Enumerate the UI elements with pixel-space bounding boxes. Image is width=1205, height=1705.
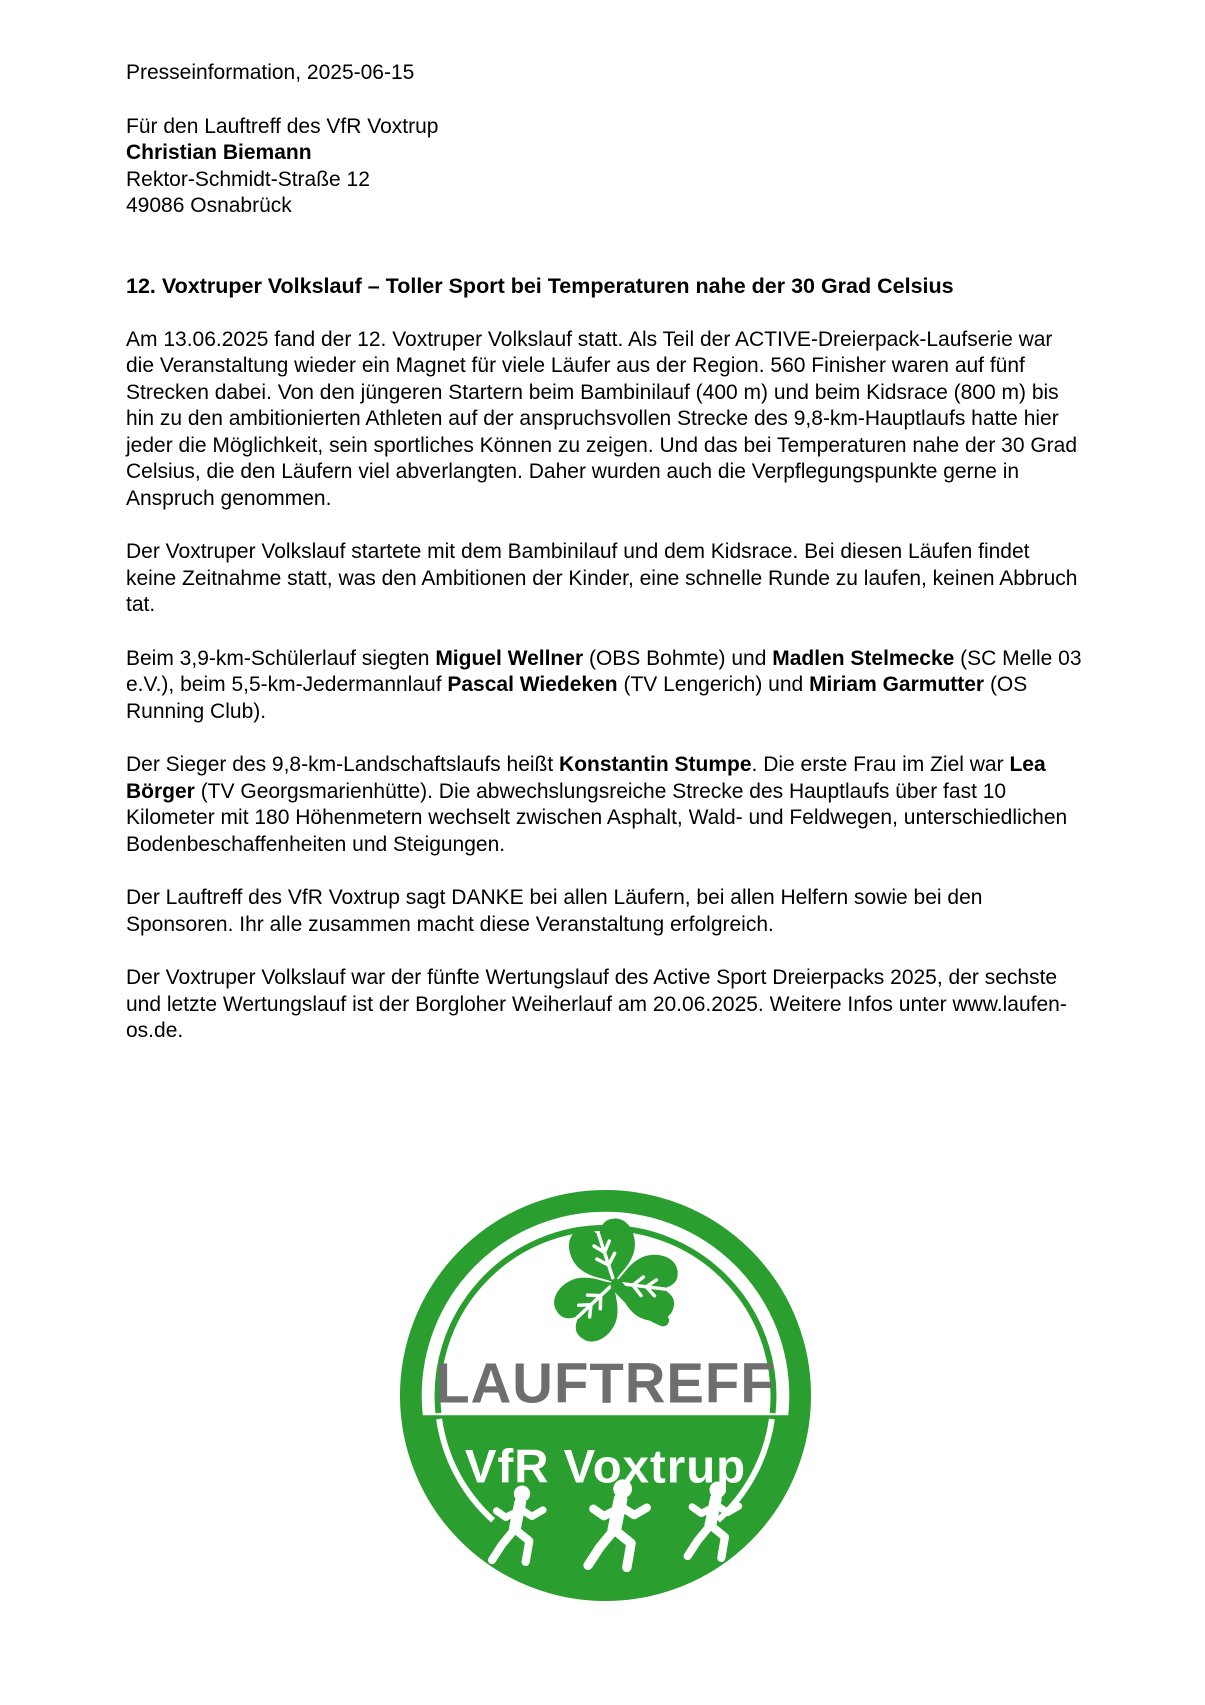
body-paragraph: Der Voxtruper Volkslauf war der fünfte Wertungslauf des Active Sport Dreierpacks 2025, der sechste und letzte Wertungslauf ist der Borgloher Weiherlauf am 20.06.2025. Weitere Infos unter www.laufen-os.de. <box>126 966 1067 1042</box>
recipient-block <box>126 114 1085 220</box>
logo-club-name-text: VfR Voxtrup <box>464 1439 747 1493</box>
body-paragraph: Der Lauftreff des VfR Voxtrup sagt DANKE bei allen Läufern, bei allen Helfern sowie bei den Sponsoren. Ihr alle zusammen macht diese Veranstaltung erfolgreich. <box>126 886 983 936</box>
club-logo <box>398 1188 813 1603</box>
body-paragraph: Beim 3,9-km-Schülerlauf siegten Miguel Wellner (OBS Bohmte) und Madlen Stelmecke (SC Melle 03 e.V.), beim 5,5-km-Jedermannlauf Pascal Wiedeken (TV Lengerich) und Miriam Garmutter (OS Running Club). <box>126 646 1082 723</box>
article-body <box>126 327 1085 1045</box>
recipient-name: Christian Biemann <box>126 141 312 164</box>
body-paragraph: Der Voxtruper Volkslauf startete mit dem Bambinilauf und dem Kidsrace. Bei diesen Läufen findet keine Zeitnahme statt, was den Ambitionen der Kinder, eine schnelle Runde zu laufen, keinen Abbruch tat. <box>126 540 1078 616</box>
body-paragraph: Der Sieger des 9,8-km-Landschaftslaufs heißt Konstantin Stumpe. Die erste Frau im Ziel war Lea Börger (TV Georgsmarienhütte). Die abwechslungsreiche Strecke des Hauptlaufs über fast 10 Kilometer mit 180 Höhenmetern wechselt zwischen Asphalt, Wald- und Feldwegen, unterschiedlichen Bodenbeschaffenheiten und Steigungen. <box>126 753 1068 856</box>
body-paragraph: Am 13.06.2025 fand der 12. Voxtruper Volkslauf statt. Als Teil der ACTIVE-Dreierpack-Laufserie war die Veranstaltung wieder ein Magnet für viele Läufer aus der Region. 560 Finisher waren auf fünf Strecken dabei. Von den jüngeren Startern beim Bambinilauf (400 m) und beim Kidsrace (800 m) bis hin zu den ambitionierten Athleten auf der anspruchsvollen Strecke des 9,8-km-Hauptlaufs hatte hier jeder die Möglichkeit, sein sportliches Können zu zeigen. Und das bei Temperaturen nahe der 30 Grad Celsius, die den Läufern viel abverlangten. Daher wurden auch die Verpflegungspunkte gerne in Anspruch genommen. <box>126 327 1078 510</box>
date-line: Presseinformation, 2025-06-15 <box>126 61 415 84</box>
recipient-city: 49086 Osnabrück <box>126 194 292 217</box>
article-title: 12. Voxtruper Volkslauf – Toller Sport bei Temperaturen nahe der 30 Grad Celsius <box>126 273 954 298</box>
recipient-intro: Für den Lauftreff des VfR Voxtrup <box>126 114 439 138</box>
recipient-street: Rektor-Schmidt-Straße 12 <box>126 167 370 191</box>
logo-lauftreff-text: LAUFTREFF <box>435 1350 776 1414</box>
club-logo-badge <box>398 1188 813 1603</box>
